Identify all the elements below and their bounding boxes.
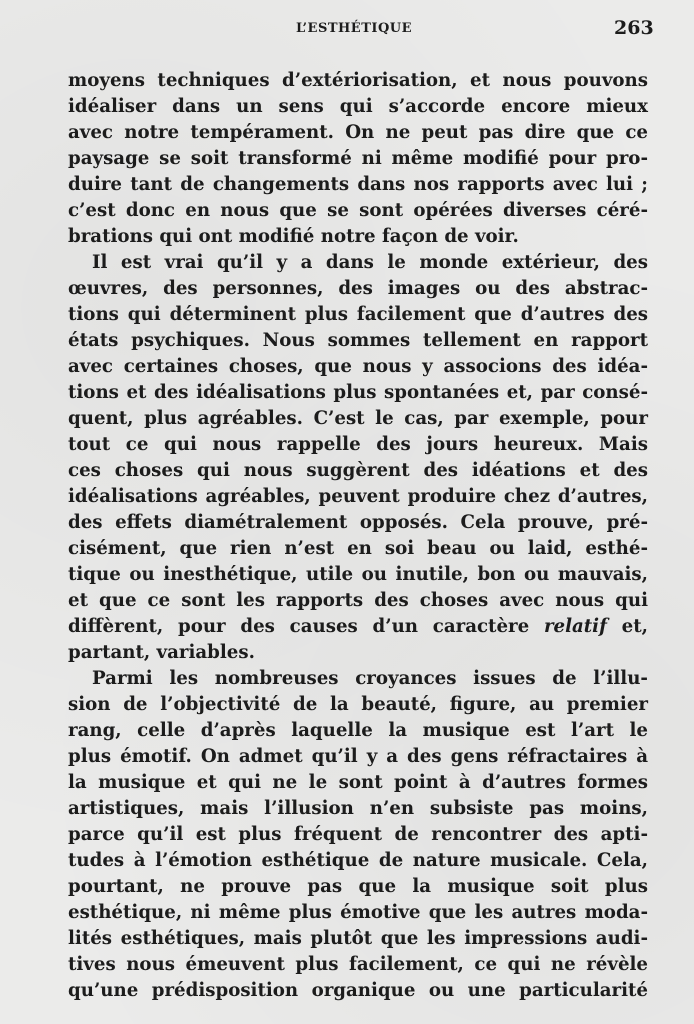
text-line: artistiques, mais l’illusion n’en subsiste pas moins, xyxy=(68,798,648,819)
body-text xyxy=(68,68,648,1004)
text-line: tions et des idéalisations plus spontanées et, par consé- xyxy=(68,382,648,403)
text-line: avec notre tempérament. On ne peut pas dire que ce xyxy=(68,122,648,143)
text-line: paysage se soit transformé ni même modifié pour pro- xyxy=(68,148,648,169)
text-line: tique ou inesthétique, utile ou inutile, bon ou mauvais, xyxy=(68,564,648,585)
text-line: quent, plus agréables. C’est le cas, par exemple, pour xyxy=(68,408,648,429)
text-line: idéaliser dans un sens qui s’accorde encore mieux xyxy=(68,96,648,117)
text-line: et que ce sont les rapports des choses avec nous qui xyxy=(68,590,648,611)
text-line: duire tant de changements dans nos rapports avec lui ; xyxy=(68,174,648,195)
paragraph-first-line: Parmi les nombreuses croyances issues de l’illu- xyxy=(92,668,648,689)
running-title: L’ESTHÉTIQUE xyxy=(296,21,413,36)
text-line: tout ce qui nous rappelle des jours heureux. Mais xyxy=(68,434,648,455)
text-line: tudes à l’émotion esthétique de nature musicale. Cela, xyxy=(68,850,648,871)
text-segment: et, xyxy=(621,616,648,637)
text-line: partant, variables. xyxy=(68,642,255,663)
running-head xyxy=(0,18,694,42)
paragraph-first-line: Il est vrai qu’il y a dans le monde extérieur, des xyxy=(92,252,648,273)
text-line: tives nous émeuvent plus facilement, ce qui ne révèle xyxy=(68,954,648,975)
text-line: plus émotif. On admet qu’il y a des gens réfractaires à xyxy=(68,746,648,767)
page-number: 263 xyxy=(614,17,654,39)
text-line: qu’une prédisposition organique ou une particularité xyxy=(68,980,648,1001)
text-line: pourtant, ne prouve pas que la musique soit plus xyxy=(68,876,648,897)
text-line: moyens techniques d’extériorisation, et nous pouvons xyxy=(68,70,648,91)
text-line: ces choses qui nous suggèrent des idéations et des xyxy=(68,460,648,481)
text-line: esthétique, ni même plus émotive que les autres moda- xyxy=(68,902,648,923)
italic-word: relatif xyxy=(543,616,607,637)
text-line: rang, celle d’après laquelle la musique est l’art le xyxy=(68,720,648,741)
text-line-with-italic xyxy=(68,614,648,640)
text-line: la musique et qui ne le sont point à d’autres formes xyxy=(68,772,648,793)
text-line: avec certaines choses, que nous y associons des idéa- xyxy=(68,356,648,377)
text-line: sion de l’objectivité de la beauté, figure, au premier xyxy=(68,694,648,715)
text-segment: diffèrent, pour des causes d’un caractère xyxy=(68,616,530,637)
text-line: cisément, que rien n’est en soi beau ou laid, esthé- xyxy=(68,538,648,559)
text-line: des effets diamétralement opposés. Cela prouve, pré- xyxy=(68,512,648,533)
text-line: états psychiques. Nous sommes tellement en rapport xyxy=(68,330,648,351)
text-line: parce qu’il est plus fréquent de rencontrer des apti- xyxy=(68,824,648,845)
text-line: idéalisations agréables, peuvent produire chez d’autres, xyxy=(68,486,648,507)
text-line: c’est donc en nous que se sont opérées diverses céré- xyxy=(68,200,648,221)
text-line: brations qui ont modifié notre façon de voir. xyxy=(68,226,519,247)
text-line: tions qui déterminent plus facilement que d’autres des xyxy=(68,304,648,325)
text-line: lités esthétiques, mais plutôt que les impressions audi- xyxy=(68,928,648,949)
text-line: œuvres, des personnes, des images ou des abstrac- xyxy=(68,278,648,299)
